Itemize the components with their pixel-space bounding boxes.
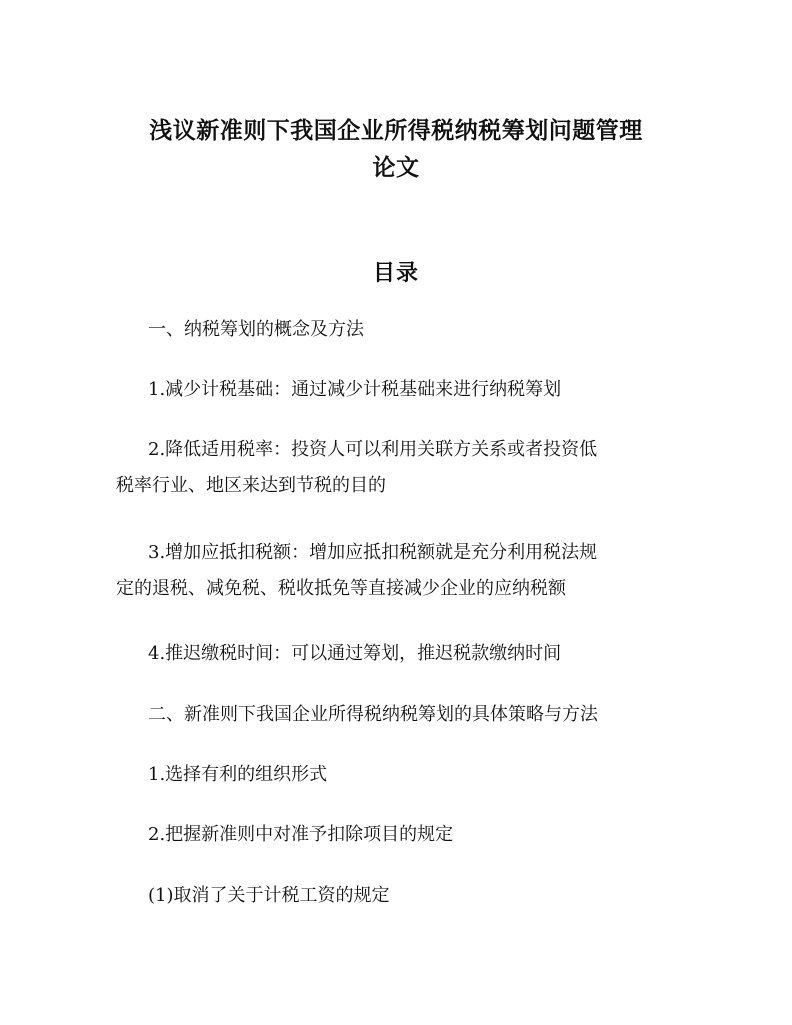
document-title-line-2: 论文: [372, 155, 420, 181]
toc-item-text: 3.增加应抵扣税额：增加应抵扣税额就是充分利用税法规: [148, 542, 598, 563]
toc-item: [116, 312, 676, 348]
toc-item: [116, 757, 676, 793]
toc-item-text: 4.推迟缴税时间：可以通过筹划，推迟税款缴纳时间: [148, 643, 562, 664]
toc-item-text: 1.选择有利的组织形式: [148, 764, 328, 785]
document-title-line-1: 浅议新准则下我国企业所得税纳税筹划问题管理: [149, 118, 643, 144]
toc-item-text: 2.把握新准则中对准予扣除项目的规定: [148, 824, 454, 845]
toc-item-text: 二、新准则下我国企业所得税纳税筹划的具体策略与方法: [148, 704, 598, 725]
toc-item: [116, 535, 676, 607]
toc-item: [116, 817, 676, 853]
toc-item: [116, 432, 676, 504]
toc-item-text: 1.减少计税基础：通过减少计税基础来进行纳税筹划: [148, 379, 562, 400]
toc-item-text: (1)取消了关于计税工资的规定: [148, 885, 390, 906]
toc-item-text: 2.降低适用税率：投资人可以利用关联方关系或者投资低: [148, 439, 598, 460]
toc-item: [116, 636, 676, 672]
toc-item-text: 一、纳税筹划的概念及方法: [148, 319, 364, 340]
toc-item: [116, 372, 676, 408]
toc-heading: 目录: [372, 261, 419, 286]
toc-item-text-continued: 定的退税、减免税、税收抵免等直接减少企业的应纳税额: [116, 578, 566, 599]
toc-item-text-continued: 税率行业、地区来达到节税的目的: [116, 475, 386, 496]
toc-item: [116, 878, 676, 914]
toc-item: [116, 697, 676, 733]
